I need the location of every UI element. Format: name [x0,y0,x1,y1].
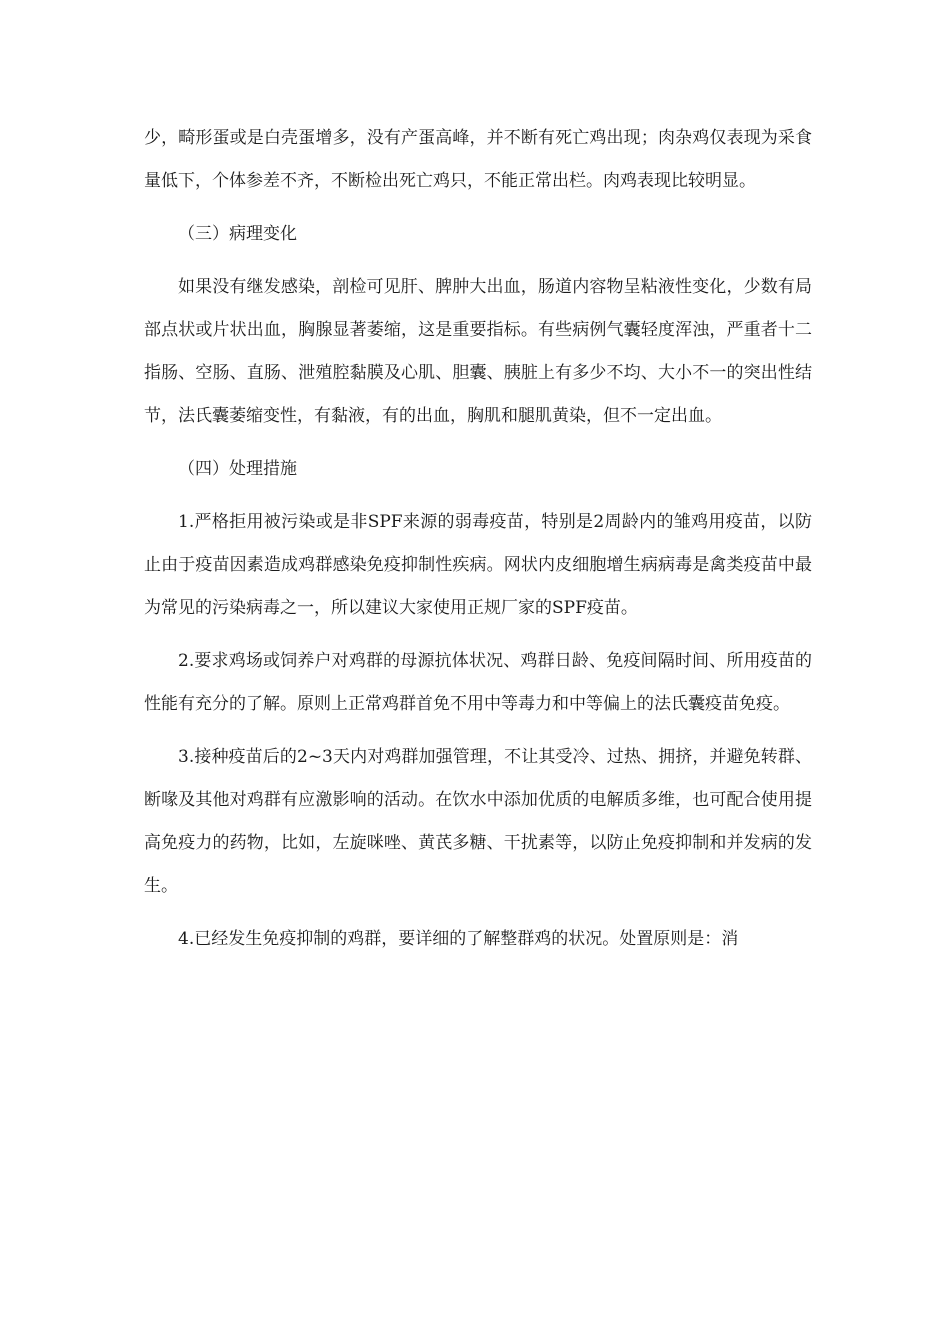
section-heading-pathology: （三）病理变化 [178,224,297,244]
paragraph-measure-3: 3.接种疫苗后的2~3天内对鸡群加强管理，不让其受冷、过热、拥挤，并避免转群、断喙及其他对鸡群有应激影响的活动。在饮水中添加优质的电解质多维，也可配合使用提高免疫力的药物，比如，左旋咪唑、黄芪多糖、干扰素等，以防止免疫抑制和并发病的发生。 [144,747,812,896]
paragraph-measure-4: 4.已经发生免疫抑制的鸡群，要详细的了解整群鸡的状况。处置原则是：消 [178,929,739,949]
paragraph-measure-1: 1.严格拒用被污染或是非SPF来源的弱毒疫苗，特别是2周龄内的雏鸡用疫苗，以防止由于疫苗因素造成鸡群感染免疫抑制性疾病。网状内皮细胞增生病病毒是禽类疫苗中最为常见的污染病毒之一，所以建议大家使用正规厂家的SPF疫苗。 [144,512,812,618]
paragraph-pathology: 如果没有继发感染，剖检可见肝、脾肿大出血，肠道内容物呈粘液性变化，少数有局部点状或片状出血，胸腺显著萎缩，这是重要指标。有些病例气囊轻度浑浊，严重者十二指肠、空肠、直肠、泄殖腔黏膜及心肌、胆囊、胰脏上有多少不均、大小不一的突出性结节，法氏囊萎缩变性，有黏液，有的出血，胸肌和腿肌黄染，但不一定出血。 [144,277,812,426]
section-heading-measures: （四）处理措施 [178,459,297,479]
document-body [144,117,812,961]
paragraph-continuation: 少，畸形蛋或是白壳蛋增多，没有产蛋高峰，并不断有死亡鸡出现；肉杂鸡仅表现为采食量低下，个体参差不齐，不断检出死亡鸡只，不能正常出栏。肉鸡表现比较明显。 [144,128,812,191]
paragraph-measure-2: 2.要求鸡场或饲养户对鸡群的母源抗体状况、鸡群日龄、免疫间隔时间、所用疫苗的性能有充分的了解。原则上正常鸡群首免不用中等毒力和中等偏上的法氏囊疫苗免疫。 [144,651,812,714]
